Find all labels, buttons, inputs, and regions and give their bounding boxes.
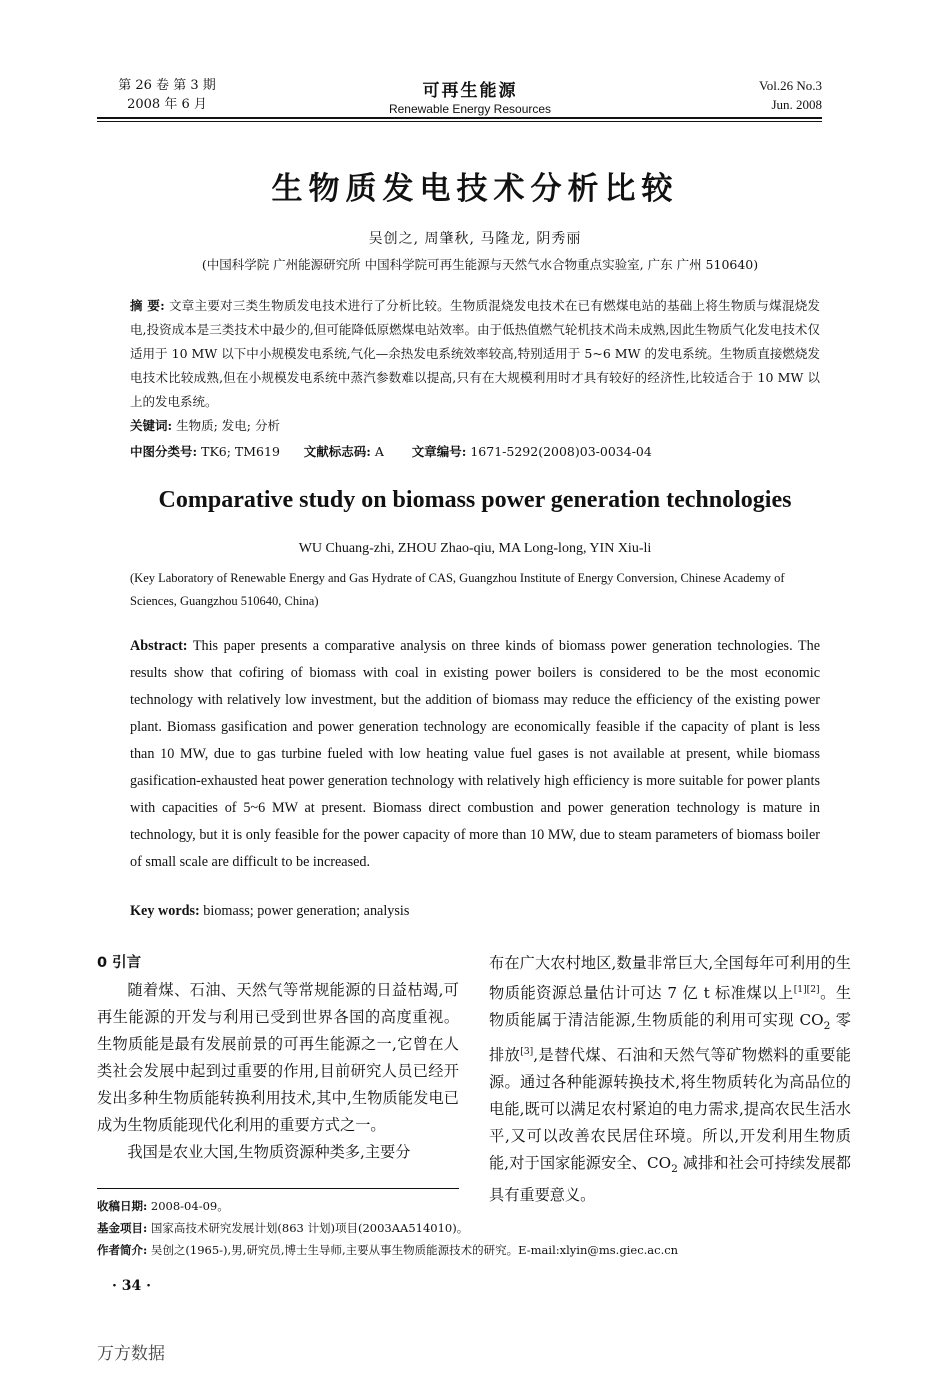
keywords-cn-label: 关键词: xyxy=(130,418,173,433)
keywords-en-label: Key words: xyxy=(130,903,200,919)
abstract-en-label: Abstract: xyxy=(130,638,188,654)
author-bio-value: 吴创之(1965-),男,研究员,博士生导师,主要从事生物质能源技术的研究。E-mail:xlyin@ms.giec.ac.cn xyxy=(150,1243,679,1257)
header-rule-thick xyxy=(97,117,822,119)
authors-cn: 吴创之, 周肇秋, 马隆龙, 阴秀丽 xyxy=(368,231,582,247)
body-paragraph: 随着煤、石油、天然气等常规能源的日益枯竭,可再生能源的开发与利用已受到世界各国的高度重视。生物质能是最有发展前景的可再生能源之一,它曾在人类社会发展中起到过重要的作用,目前研究人员已经开发出多种生物质能转换利用技术,其中,生物质能发电已成为生物质能现代化利用的重要方式之一。 xyxy=(97,981,459,1134)
body-column-left xyxy=(97,950,459,1166)
author-bio-label: 作者简介: xyxy=(97,1243,148,1257)
clc-label: 中图分类号: xyxy=(130,444,198,459)
page-number: · 34 · xyxy=(112,1278,151,1294)
citation-ref: [3] xyxy=(520,1047,534,1058)
subscript: 2 xyxy=(823,1019,831,1033)
affiliation-en: (Key Laboratory of Renewable Energy and Gas Hydrate of CAS, Guangzhou Institute of Energy Conversion, Chinese Academy of Sciences, Guangzhou 510640, China) xyxy=(130,571,785,608)
keywords-cn-text: 生物质; 发电; 分析 xyxy=(176,418,280,433)
date-en: Jun. 2008 xyxy=(771,97,822,112)
paper-title-en: Comparative study on biomass power generation technologies xyxy=(158,487,792,513)
footnote-rule xyxy=(97,1188,459,1189)
body-text: 零排放 xyxy=(489,1011,851,1065)
abstract-cn-label: 摘 要: xyxy=(130,298,165,313)
clc-value: TK6; TM619 xyxy=(201,444,280,459)
classification-line xyxy=(130,440,820,464)
received-label: 收稿日期: xyxy=(97,1199,148,1213)
body-paragraph: 我国是农业大国,生物质资源种类多,主要分 xyxy=(127,1143,411,1161)
affiliation-cn: (中国科学院 广州能源研究所 中国科学院可再生能源与天然气水合物重点实验室, 广东 广州 510640) xyxy=(201,257,759,272)
fund-label: 基金项目: xyxy=(97,1221,148,1235)
received-value: 2008-04-09。 xyxy=(150,1199,229,1213)
paper-title-cn: 生物质发电技术分析比较 xyxy=(271,171,679,207)
date-cn: 2008 年 6 月 xyxy=(127,97,207,112)
footnote-fund xyxy=(97,1219,857,1237)
watermark: 万方数据 xyxy=(97,1344,165,1364)
fund-value: 国家高技术研究发展计划(863 计划)项目(2003AA514010)。 xyxy=(150,1221,469,1235)
citation-ref: [1][2] xyxy=(793,985,820,995)
keywords-en-text: biomass; power generation; analysis xyxy=(203,903,410,919)
volume-en: Vol.26 No.3 xyxy=(759,78,822,93)
article-no-value: 1671-5292(2008)03-0034-04 xyxy=(470,444,652,459)
article-no-label: 文章编号: xyxy=(411,444,467,459)
body-text: 减排和社会可持续发展都具有重要意义。 xyxy=(489,1154,851,1205)
section-heading-intro: 0 引言 xyxy=(97,955,142,971)
abstract-en xyxy=(130,633,820,876)
subscript: 2 xyxy=(671,1162,678,1176)
body-text: 布在广大农村地区,数量非常巨大,全国每年可利用的生物质能资源总量估计可达 7 亿 t 标准煤以上 xyxy=(489,954,851,1003)
body-text: ,是替代煤、石油和天然气等矿物燃料的重要能源。通过各种能源转换技术,将生物质转化为高品位的电能,既可以满足农村紧迫的电力需求,提高农民生活水平,又可以改善农民居住环境。所以,开发利用生物质能,对于国家能源安全、CO xyxy=(489,1046,851,1173)
footnote-received xyxy=(97,1197,857,1215)
header-issue-cn xyxy=(97,76,237,114)
journal-name-en: Renewable Energy Resources xyxy=(388,102,552,116)
body-text: 。生物质能属于清洁能源,生物质能的利用可实现 CO xyxy=(489,984,852,1030)
keywords-en xyxy=(130,903,409,920)
doc-code-label: 文献标志码: xyxy=(303,444,371,459)
volume-cn: 第 26 卷 第 3 期 xyxy=(118,78,216,93)
footnote-author xyxy=(97,1241,857,1259)
journal-name-cn: 可再生能源 xyxy=(422,81,518,101)
abstract-cn xyxy=(130,294,820,414)
header-rule-thin xyxy=(97,121,822,122)
authors-en: WU Chuang-zhi, ZHOU Zhao-qiu, MA Long-long, YIN Xiu-li xyxy=(298,541,652,556)
doc-code-value: A xyxy=(374,444,384,459)
body-column-right xyxy=(489,950,851,1209)
keywords-cn xyxy=(130,414,820,438)
abstract-en-text: This paper presents a comparative analysis on three kinds of biomass power generation technologies. The results show that cofiring of biomass with coal in existing power boilers is considered to be the most economic technology with relatively low investment, but the addition of biomass may reduce the efficiency of the existing power plant. Biomass gasification and power generation technology are economically feasible if the capacity of plant is less than 10 MW, due to gas turbine fueled with low heating value fuel gases is not available at present, while biomass gasification-exhausted heat power generation technology with relatively high efficiency is more suitable for power plants with capacities of 5~6 MW at present. Biomass direct combustion and power generation technology is mature in technology, but it is only feasible for the power capacity of more than 10 MW, due to steam parameters of biomass boiler of small scale are difficult to be increased. xyxy=(130,638,820,870)
journal-name xyxy=(330,76,610,116)
header-issue-en xyxy=(759,76,822,114)
abstract-cn-text: 文章主要对三类生物质发电技术进行了分析比较。生物质混烧发电技术在已有燃煤电站的基础上将生物质与煤混烧发电,投资成本是三类技术中最少的,但可能降低原燃煤电站效率。由于低热值燃气轮机技术尚未成熟,因此生物质气化发电技术仅适用于 10 MW 以下中小规模发电系统,气化—余热发电系统效率较高,特别适用于 5~6 MW 的发电系统。生物质直接燃烧发电技术比较成熟,但在小规模发电系统中蒸汽参数难以提高,只有在大规模利用时才具有较好的经济性,比较适合于 10 MW 以上的发电系统。 xyxy=(130,298,820,409)
